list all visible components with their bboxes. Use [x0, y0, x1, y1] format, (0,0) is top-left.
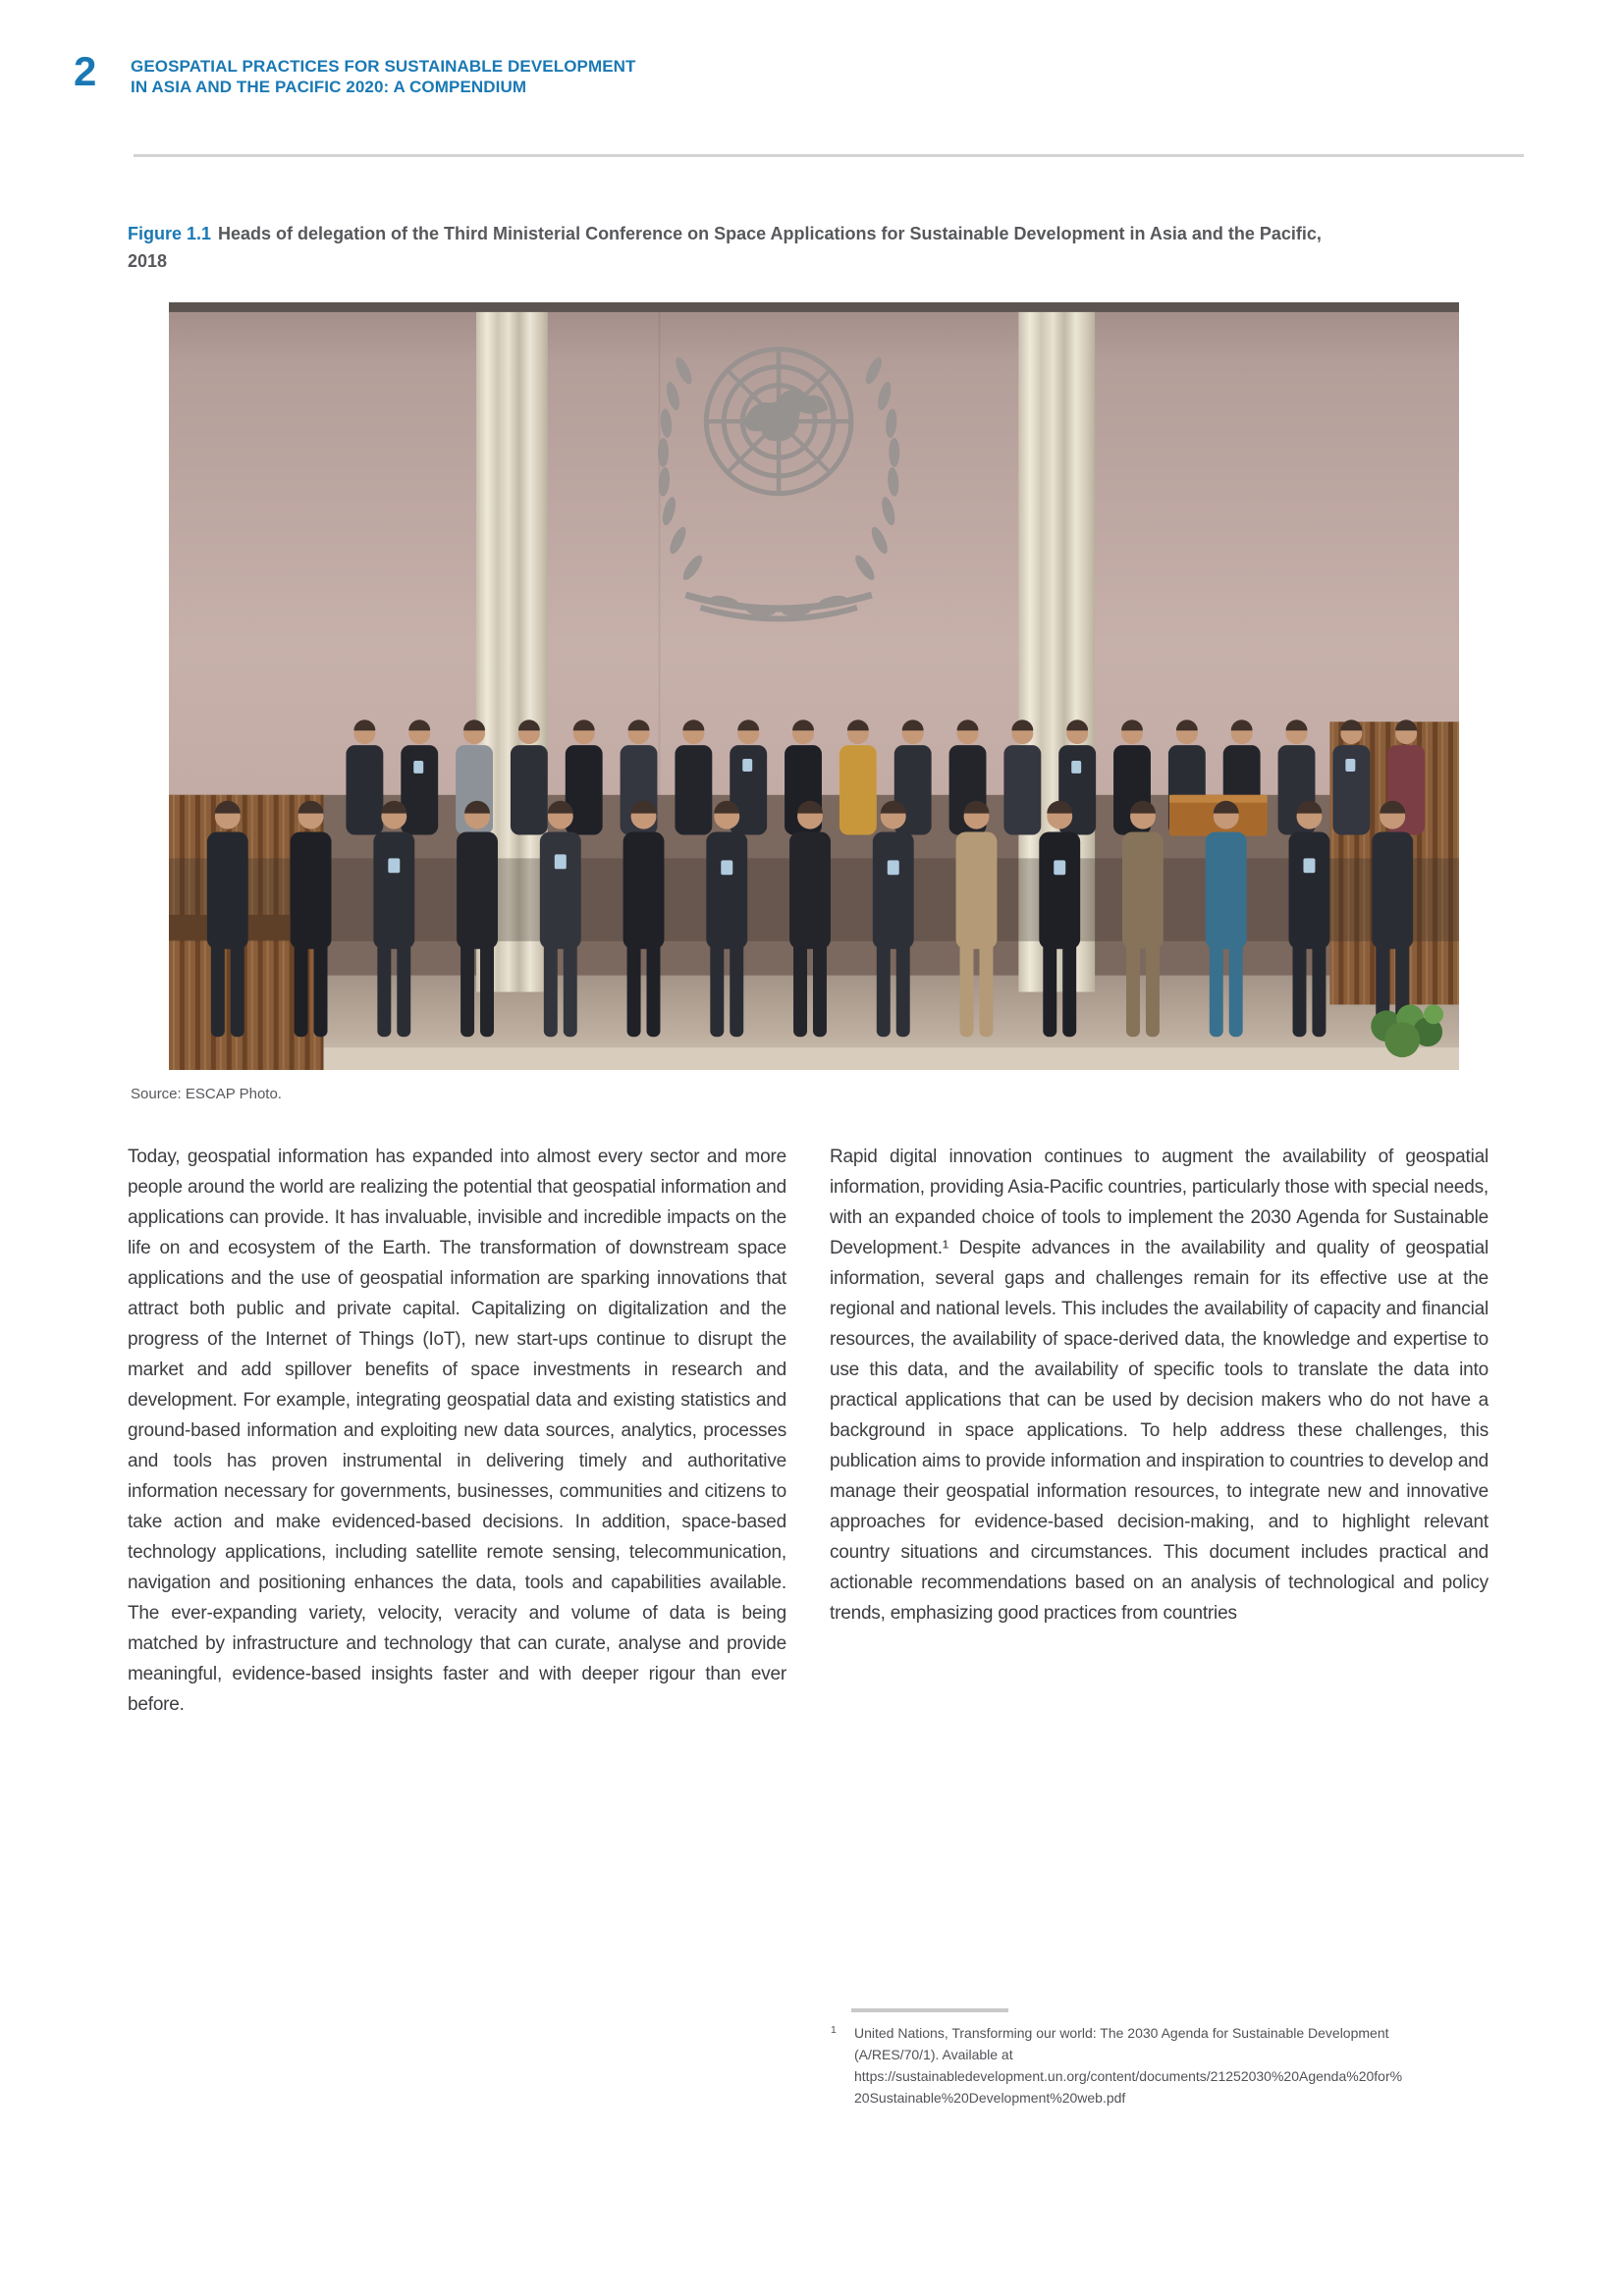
body-column-left: Today, geospatial information has expanded into almost every sector and more people around the world are realizing the potential that geospatial information and applications can provide. It has invaluable, invisible and incredible impacts on the life on and ecosystem of the Earth. The transformation of downstream space applications and the use of geospatial information are sparking innovations that attract both public and private capital. Capitalizing on digitalization and the progress of the Internet of Things (IoT), new start-ups continue to disrupt the market and add spillover benefits of space investments in research and development. For example, integrating geospatial data and existing statistics and ground-based information and exploiting new data sources, analytics, processes and tools has proven instrumental in delivering timely and authoritative information necessary for governments, businesses, communities and citizens to take action and make evidenced-based decisions. In addition, space-based technology applications, including satellite remote sensing, telecommunication, navigation and positioning enhances the data, tools and capabilities available. The ever-expanding variety, velocity, veracity and volume of data is being matched by infrastructure and technology that can curate, analyse and provide meaningful, evidence-based insights faster and with deeper rigour than ever before.: [128, 1147, 786, 1715]
footnote-marker: 1: [831, 2024, 837, 2036]
running-header-line1: GEOSPATIAL PRACTICES FOR SUSTAINABLE DEVELOPMENT: [131, 57, 636, 76]
footnote-rule: [851, 2008, 1008, 2012]
figure-caption: [128, 220, 1345, 275]
footnote-text: United Nations, Transforming our world: The 2030 Agenda for Sustainable Development (A/RES/70/1). Available at https://sustainabledevelopment.un.org/content/documents/21252030%20Agenda%20for%20Sustainable%20Development%20web.pdf: [854, 2025, 1403, 2106]
page-number: 2: [74, 48, 96, 94]
running-header-line2: IN ASIA AND THE PACIFIC 2020: A COMPENDIUM: [131, 78, 527, 96]
photo-illustration: [169, 302, 1459, 1070]
figure-label: Figure 1.1: [128, 224, 212, 243]
figure-source: Source: ESCAP Photo.: [131, 1086, 282, 1102]
header-rule: [134, 154, 1524, 157]
conference-group-photo: [169, 302, 1459, 1070]
footnote: [831, 2022, 1420, 2109]
figure-caption-text: Heads of delegation of the Third Ministerial Conference on Space Applications for Sustainable Development in Asia and the Pacific, 2018: [128, 224, 1322, 271]
running-header-title: [131, 56, 636, 97]
body-column-right: Rapid digital innovation continues to augment the availability of geospatial information, providing Asia-Pacific countries, particularly those with special needs, with an expanded choice of tools to implement the 2030 Agenda for Sustainable Development.¹ Despite advances in the availability and quality of geospatial information, several gaps and challenges remain for its effective use at the regional and national levels. This includes the availability of capacity and financial resources, the availability of space-derived data, the knowledge and expertise to use this data, and the availability of specific tools to translate the data into practical applications that can be used by decision makers who do not have a background in space applications. To help address these challenges, this publication aims to provide information and inspiration to countries to develop and manage their geospatial information resources, to integrate new and innovative approaches for evidence-based decision-making, and to highlight relevant country situations and circumstances. This document includes practical and actionable recommendations based on an analysis of technological and policy trends, emphasizing good practices from countries: [830, 1147, 1489, 1624]
